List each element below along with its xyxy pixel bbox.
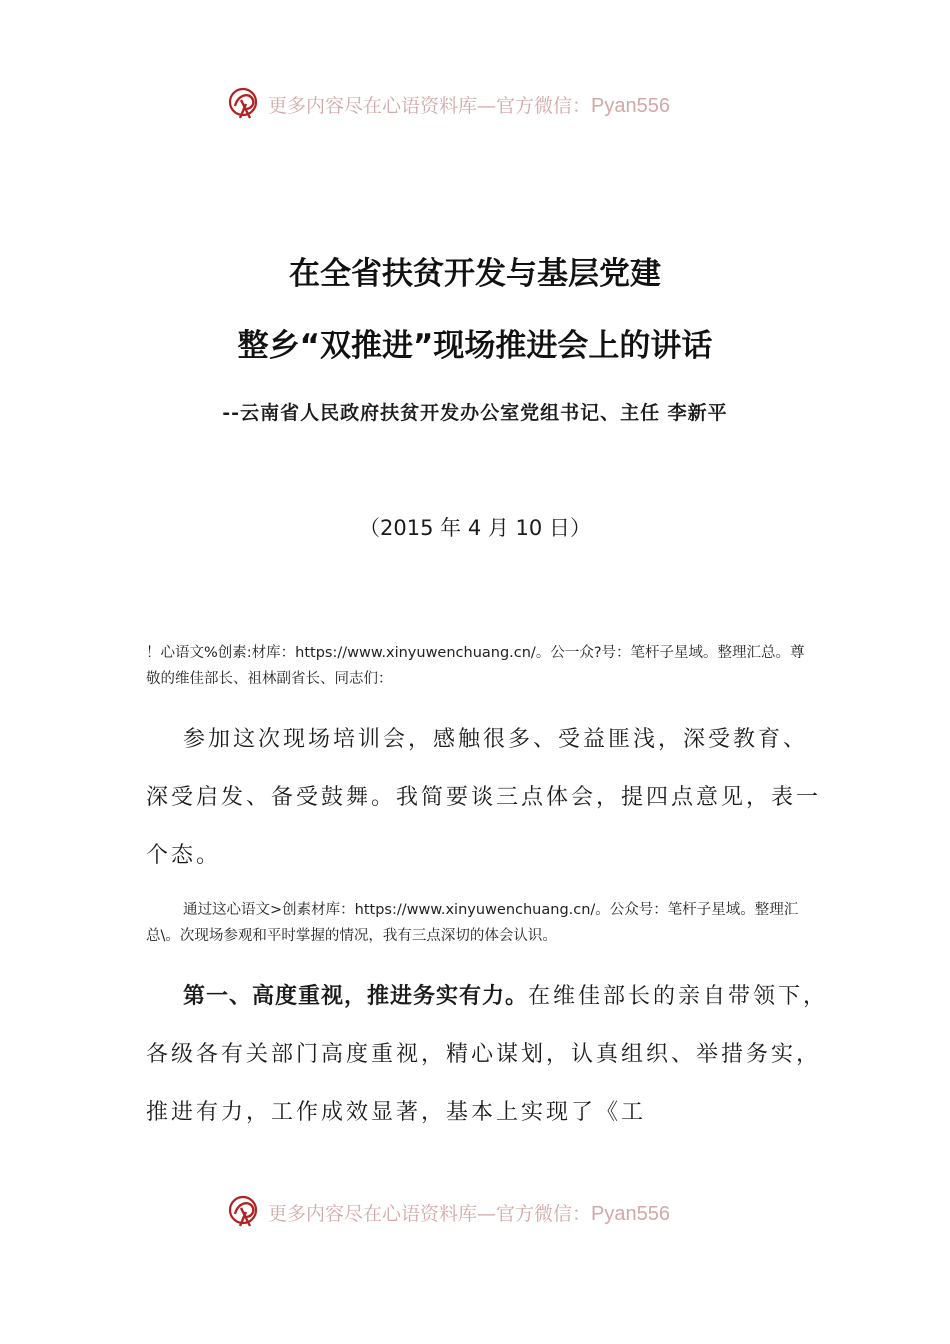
document-title-line-2: 整乡“双推进”现场推进会上的讲话 [237, 328, 713, 364]
header-banner [0, 80, 950, 130]
swirl-logo-icon [226, 84, 264, 124]
banner-label: 更多内容尽在心语资料库—官方微信： [268, 1203, 592, 1225]
document-title-line-1: 在全省扶贫开发与基层党建 [289, 256, 661, 292]
banner-text [268, 1199, 670, 1226]
swirl-logo-icon [226, 1192, 264, 1232]
document-subtitle: --云南省人民政府扶贫开发办公室党组书记、主任 李新平 [222, 402, 728, 424]
source-note-1: ！心语文%创素:材库：https://www.xinyuwenchuang.cn/。公一众?号：笔杆子星域。整理汇总。尊敬的维佳部长、祖林副省长、同志们： [146, 645, 805, 687]
paragraph-1: 参加这次现场培训会，感触很多、受益匪浅，深受教育、深受启发、备受鼓舞。我简要谈三点体会，提四点意见，表一个态。 [146, 727, 822, 868]
source-note-2: 通过这心语文>创素材库：https://www.xinyuwenchuang.cn/。公众号：笔杆子星域。整理汇总\。次现场参观和平时掌握的情况，我有三点深切的体会认识。 [146, 902, 799, 944]
paragraph-2-heading: 第一、高度重视，推进务实有力。 [183, 984, 529, 1009]
footer-banner [0, 1188, 950, 1238]
document-date: （2015 年 4 月 10 日） [359, 516, 591, 540]
banner-text [268, 91, 670, 118]
banner-label: 更多内容尽在心语资料库—官方微信： [268, 95, 592, 117]
wechat-id: Pyan556 [591, 95, 670, 117]
wechat-id: Pyan556 [591, 1203, 670, 1225]
paragraph-2-body: 在维佳部长的亲自带领下，各级各有关部门高度重视，精心谋划，认真组织、举措务实，推进有力，工作成效显著，基本上实现了《工 [146, 984, 829, 1125]
paragraph-2 [146, 968, 831, 1142]
